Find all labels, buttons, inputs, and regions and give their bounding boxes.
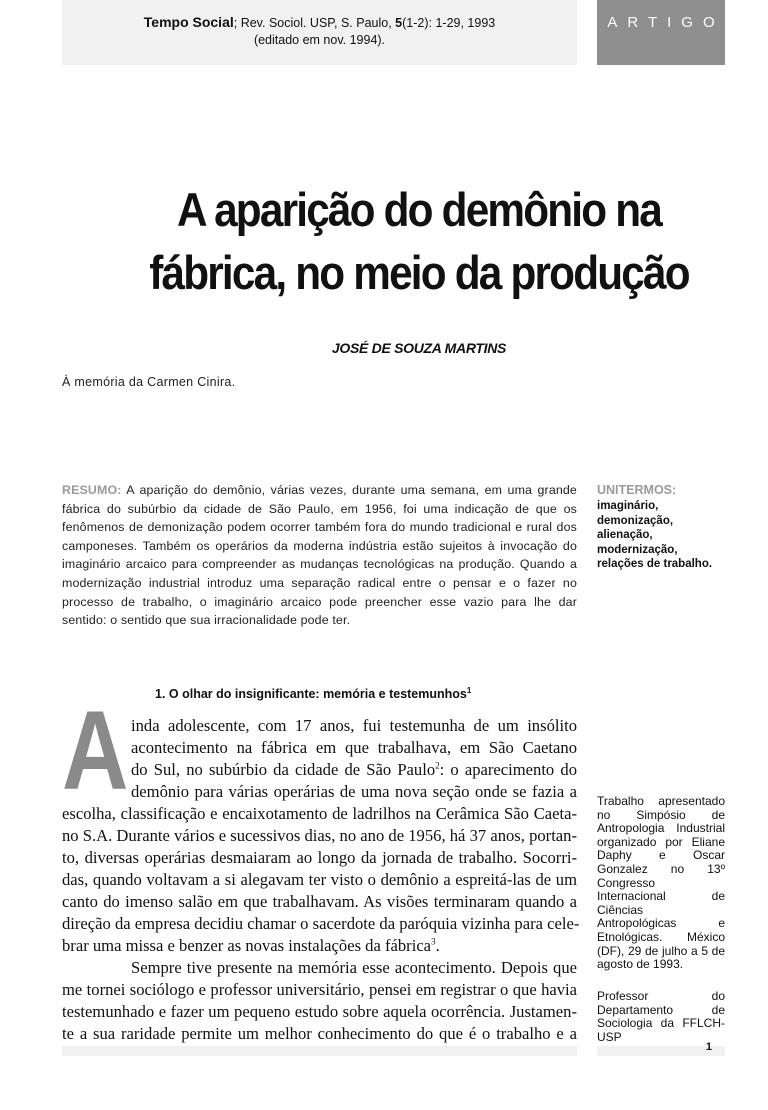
sidenote-presentation: Trabalho apresentado no Simpósio de Antropologia Industrial organizado por Eliane Daphy e Oscar Gonzalez no 13º Congresso Internacional de Ciências Antropológicas e Etnológicas. México (DF), 29 de julho a 5 de agosto de 1993. xyxy=(597,794,725,972)
keyword-item: modernização, xyxy=(597,543,678,556)
footer-bar xyxy=(62,1046,577,1056)
author-name: JOSÉ DE SOUZA MARTINS xyxy=(331,340,507,356)
body-line: te a sua raridade permite um melhor conhecimento do que é o trabalho e a xyxy=(62,1024,577,1043)
abstract xyxy=(62,481,577,630)
title-line-2: fábrica, no meio da produção xyxy=(149,246,689,299)
body-text: : o aparecimento do xyxy=(439,760,577,779)
body-line: direção da empresa decidiu chamar o sacerdote da paróquia vizinha para cele- xyxy=(62,914,580,933)
journal-name: Tempo Social xyxy=(143,14,234,30)
body-line xyxy=(131,759,577,781)
body-line: testemunhado e fazer um pequeno estudo sobre aquela ocorrência. Justamen- xyxy=(62,1002,577,1021)
footnote-ref: 3 xyxy=(431,936,436,947)
body-line: to, diversas operárias desmaiaram ao longo da jornada de trabalho. Socorri- xyxy=(62,848,577,867)
body-line: me tornei sociólogo e professor universitário, pensei em registrar o que havia xyxy=(62,980,577,999)
keyword-item: alienação, xyxy=(597,529,653,541)
body-line xyxy=(62,935,577,957)
footnote-ref: 1 xyxy=(466,686,472,695)
keyword-item: relações de trabalho. xyxy=(597,558,713,570)
body-line: no S.A. Durante vários e sucessivos dias, no ano de 1956, há 37 anos, portan- xyxy=(62,826,577,845)
citation-prefix: ; Rev. Sociol. USP, S. Paulo, xyxy=(233,16,396,30)
keywords xyxy=(597,481,747,572)
keywords-label: UNITERMOS: xyxy=(597,483,677,497)
dedication: À memória da Carmen Cinira. xyxy=(62,375,236,389)
section-label-box xyxy=(597,0,725,65)
drop-cap: A xyxy=(62,688,129,813)
body-line: Sempre tive presente na memória esse acontecimento. Depois que xyxy=(131,958,577,977)
keyword-item: imaginário, xyxy=(597,500,659,512)
body-line: demônio para várias operárias de uma nova seção onde se fazia a xyxy=(131,782,577,801)
abstract-text: A aparição do demônio, várias vezes, durante uma semana, em uma grande fábrica do subúrbio da cidade de São Paulo, em 1956, foi uma indicação de que os fenômenos de demonização podem ocorrer também fora do mundo tradicional e rural dos camponeses. Também os operários da moderna indústria estão sujeitos à invocação do imaginário arcaico para compreender as mudanças tecnológicas na produção. Quando a modernização industrial introduz uma separação radical entre o pensar e o fazer no processo de trabalho, o imaginário arcaico pode preencher esse vazio para lhe dar sentido: o sentido que sua irracionalidade pode ter. xyxy=(62,483,577,628)
body-text: brar uma missa e benzer as novas instalações da fábrica xyxy=(62,936,432,955)
keyword-item: demonização, xyxy=(597,514,674,527)
title-line-1: A aparição do demônio na xyxy=(176,183,662,236)
body-line: das, quando voltavam a si alegavam ter visto o demônio a espreitá-las de um xyxy=(62,870,577,889)
body-line: escolha, classificação e encaixotamento de ladrilhos na Cerâmica São Caeta- xyxy=(62,804,577,823)
body-line: acontecimento na fábrica em que trabalhava, em São Caetano xyxy=(131,738,577,757)
article-title xyxy=(98,178,741,304)
sidenote-affiliation: Professor do Departamento de Sociologia da FFLCH-USP xyxy=(597,989,725,1044)
section-heading xyxy=(155,686,471,701)
footnote-ref: 2 xyxy=(435,760,440,771)
section-heading-text: 1. O olhar do insignificante: memória e testemunhos xyxy=(155,687,467,702)
journal-citation xyxy=(62,14,577,30)
page-number: 1 xyxy=(705,1041,712,1053)
body-text: do Sul, no subúrbio da cidade de São Paulo xyxy=(131,760,436,779)
abstract-label: RESUMO: xyxy=(62,483,122,497)
body-line: inda adolescente, com 17 anos, fui testemunha de um insólito xyxy=(131,716,577,735)
edition-note: (editado em nov. 1994). xyxy=(253,33,386,47)
citation-suffix: (1-2): 1-29, 1993 xyxy=(402,16,496,30)
citation-volume: 5 xyxy=(395,16,403,30)
body-line: canto do imenso salão em que trabalhavam. As visões terminaram quando a xyxy=(62,892,577,911)
section-label: ARTIGO xyxy=(607,14,725,31)
body-text: . xyxy=(435,936,440,955)
